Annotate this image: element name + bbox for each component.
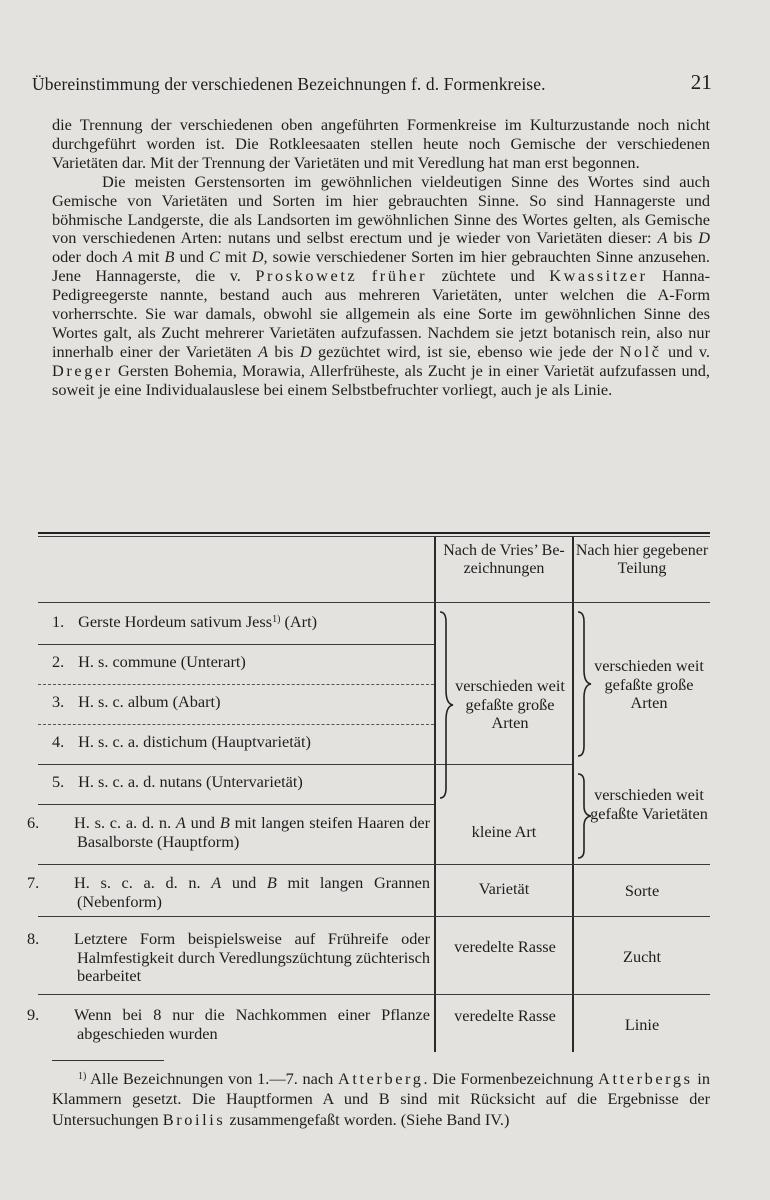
footnote — [52, 1069, 710, 1130]
row-label: Wenn bei 8 nur die Nachkommen einer Pflanze abgeschieden wurden — [74, 1005, 430, 1043]
footnote-ref: 1) — [272, 614, 281, 625]
body-text — [52, 116, 710, 400]
table-row — [52, 733, 430, 752]
hier-group-2: verschieden weit gefaßte Varietäten — [590, 785, 708, 823]
row-number: 7. — [27, 873, 40, 892]
row-label: H. s. commune (Unterart) — [78, 652, 246, 671]
text-run: oder doch — [52, 247, 123, 267]
footnote-rule — [52, 1060, 164, 1061]
paragraph-2 — [52, 173, 710, 400]
variety-letter: B — [164, 247, 175, 267]
text-run: und — [174, 247, 210, 267]
text-run: züchtete und — [427, 266, 550, 286]
row-number: 6. — [27, 813, 40, 832]
devries-rasse-8: veredelte Rasse — [454, 937, 556, 956]
text-run: mit — [219, 247, 252, 267]
row-number: 1. — [52, 612, 65, 631]
row-label: Gerste Hordeum sativum Jess — [78, 612, 273, 631]
row-label-mid: und — [185, 813, 220, 832]
text-run — [357, 266, 371, 285]
text-run: mit — [132, 247, 165, 267]
spaced-name: Broilis — [162, 1109, 226, 1129]
spaced-name: Atterbergs — [598, 1069, 693, 1088]
variety-letter: A — [258, 341, 269, 361]
text-run: und v. — [661, 341, 710, 361]
text-run: gezüchtet wird, ist sie, ebenso wie jede der — [311, 341, 620, 361]
header-de-vries: Nach de Vries’ Be- zeichnungen — [443, 542, 565, 577]
row-label: Letztere Form beispielsweise auf Frühreife oder Halmfestigkeit durch Veredlungszüchtung züchterisch bearbeitet — [74, 929, 430, 986]
table-row — [52, 773, 430, 792]
header-rule — [38, 602, 710, 603]
row-label: H. s. c. a. d. nutans (Untervarietät) — [78, 772, 303, 791]
variety-letter: A — [657, 228, 668, 248]
variety-letter: A — [211, 873, 222, 892]
hier-linie: Linie — [624, 1015, 660, 1034]
table-row — [52, 653, 430, 672]
row-label-tail: mit langen steifen Haaren der Basalborste (Hauptform) — [77, 813, 430, 851]
row-label: H. s. c. album (Abart) — [78, 692, 221, 711]
row-number: 8. — [27, 929, 40, 948]
row-rule — [38, 994, 710, 995]
row-number: 3. — [52, 692, 65, 711]
row-rule — [38, 724, 434, 725]
row-label: H. s. c. a. d. n. — [74, 873, 212, 892]
footnote-mark: 1) — [78, 1071, 87, 1082]
footnote-text — [52, 1069, 710, 1130]
text-run: Alle Bezeichnungen von 1.—7. nach — [86, 1069, 338, 1088]
variety-letter: C — [209, 247, 220, 267]
running-head-title: Übereinstimmung der verschiedenen Bezeichnungen f. d. Formenkreise. — [32, 74, 546, 94]
table-top-rule-thin — [38, 536, 710, 537]
devries-rasse-9: veredelte Rasse — [454, 1006, 556, 1025]
running-head — [32, 70, 712, 96]
variety-letter: D — [299, 341, 312, 361]
table-top-rule — [38, 532, 710, 534]
row-rule — [38, 644, 434, 645]
paragraph-1: die Trennung der verschiedenen oben angeführten Formenkreise im Kulturzustande noch nicht durchgeführt worden ist. Die Rotkleesaaten stellen heute noch Gemische der verschiedenen Varietäten dar. Mit der Trennung der Varietäten und mit Veredlung hat man erst begonnen. — [52, 115, 710, 172]
devries-varietaet: Varietät — [478, 879, 530, 898]
text-run: Die meisten Gerstensorten im gewöhnlichen vieldeutigen Sinne des Wortes sind auch Gemische von Varietäten und Sorten im hier gebrauchten Sinne. So sind Hannagerste und böhmische Landgerste, die als Landsorten im gewöhnlichen Sinne des Wortes gelten, als Gemische von verschiedenen Arten: nutans und selbst erectum und je wieder von Varietäten dieser: — [52, 171, 710, 248]
header-hier: Nach hier gegebener Teilung — [575, 542, 709, 577]
text-run: zusammengefaßt worden. (Siehe Band IV.) — [225, 1109, 510, 1129]
devries-kleine-art: kleine Art — [471, 822, 537, 841]
spaced-name: Proskowetz — [255, 266, 358, 286]
page-number: 21 — [690, 70, 712, 94]
classification-table — [27, 532, 710, 1052]
devries-group-cell: verschieden weit gefaßte große Arten — [455, 676, 565, 733]
text-run: in Klammern gesetzt. Die Hauptformen A und B sind mit Rücksicht auf die Ergebnisse der Untersuchungen — [52, 1069, 710, 1129]
row-number: 2. — [52, 652, 65, 671]
table-row — [27, 813, 430, 851]
variety-letter: D — [698, 228, 710, 248]
row-number: 5. — [52, 772, 65, 791]
table-row — [27, 929, 430, 986]
text-run: Gersten Bohemia, Morawia, Allerfrüheste, als Zucht je in einer Varietät aufzufassen und, soweit je eine Individualauslese bei einem Selbstbefruchter vorliegt, auch je als Linie. — [52, 360, 710, 399]
text-run: bis — [667, 228, 699, 248]
row-rule — [38, 804, 434, 805]
row-label: H. s. c. a. distichum (Hauptvarietät) — [78, 732, 311, 751]
variety-letter: B — [219, 813, 230, 832]
row-label-tail: mit langen Grannen (Nebenform) — [77, 873, 431, 911]
table-row — [27, 873, 431, 911]
table-row — [52, 613, 430, 632]
text-run: bis — [268, 341, 300, 361]
variety-letter: A — [122, 247, 133, 267]
row-label-mid: und — [221, 873, 267, 892]
row-label-tail: (Art) — [280, 612, 318, 631]
text-run: . Die Formenbezeichnung — [423, 1069, 599, 1088]
row-rule — [38, 916, 710, 917]
row-rule — [38, 764, 572, 765]
spaced-name: Nolč — [619, 341, 662, 361]
variety-letter: A — [175, 813, 186, 832]
table-row — [52, 693, 430, 712]
table-row — [27, 1005, 430, 1043]
row-rule — [38, 864, 710, 865]
row-number: 4. — [52, 732, 65, 751]
row-number: 9. — [27, 1005, 40, 1024]
row-label: H. s. c. a. d. n. — [74, 813, 176, 832]
hier-group-1: verschieden weit gefaßte große Arten — [594, 656, 704, 713]
spaced-name: Dreger — [52, 360, 113, 380]
hier-sorte: Sorte — [624, 881, 660, 900]
spaced-word: früher — [371, 266, 428, 286]
variety-letter: D — [251, 247, 264, 267]
text-run: Hanna-Pedigreegerste nannte, bestand auch aus mehreren Varietäten, unter welchen die A-Form vorherrschte. Sie war damals, obwohl sie allgemein als eine Sorte im gewöhnlichen Sinne des Wortes galt, als Zucht mehrerer Varietäten aufzufassen. Nachdem sie jetzt botanisch rein, also nur innerhalb einer der Varietäten — [52, 266, 710, 361]
spaced-name: Atterberg — [338, 1069, 424, 1088]
text-run: , sowie verschiedener Sorten im hier gebrauchten Sinne anzusehen. Jene Hannagerste, die v. — [52, 247, 711, 286]
hier-zucht: Zucht — [623, 947, 661, 966]
spaced-name: Kwassitzer — [549, 266, 648, 286]
variety-letter: B — [266, 873, 277, 892]
row-rule — [38, 684, 434, 685]
